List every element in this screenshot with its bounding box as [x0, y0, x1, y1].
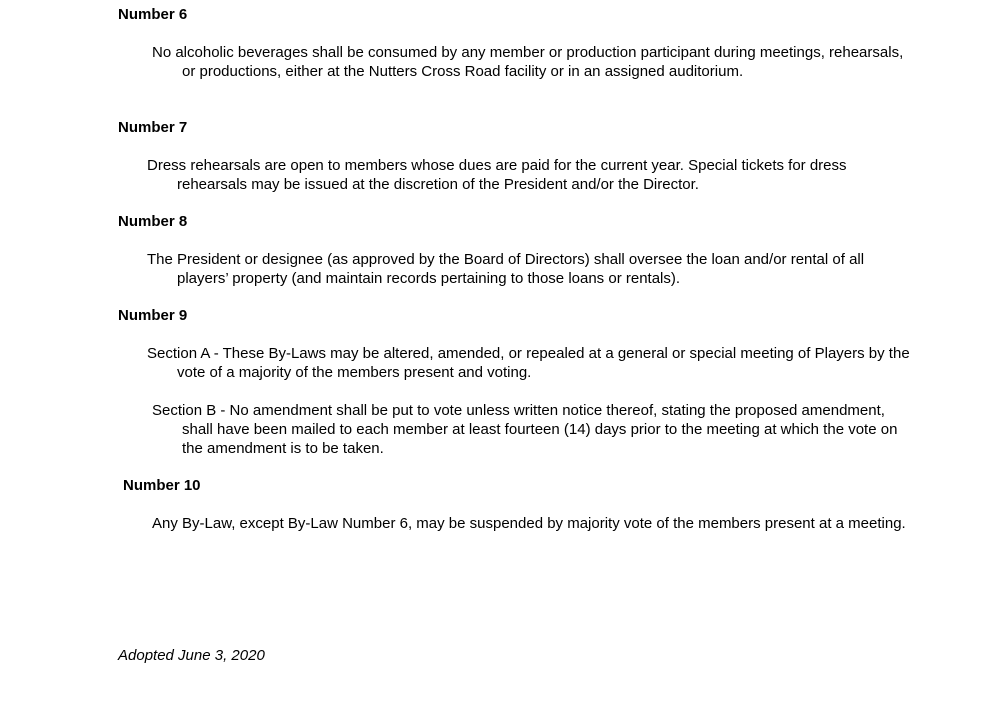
- bylaw-10-heading: Number 10: [123, 477, 201, 494]
- bylaw-7-heading: Number 7: [118, 119, 188, 136]
- adopted-date: Adopted June 3, 2020: [118, 647, 265, 664]
- bylaw-7-text: Dress rehearsals are open to members whose dues are paid for the current year. Special tickets for dress rehearsals may be issued at the discretion of the President and/or the Director.: [147, 157, 847, 193]
- bylaw-10-text: Any By-Law, except By-Law Number 6, may be suspended by majority vote of the members present at a meeting.: [152, 515, 906, 532]
- bylaw-8-heading: Number 8: [118, 213, 188, 230]
- bylaw-6-heading: Number 6: [118, 6, 188, 23]
- bylaw-9-section-b: Section B - No amendment shall be put to vote unless written notice thereof, stating the proposed amendment, shall have been mailed to each member at least fourteen (14) days prior to the meeting at which the vote on the amendment is to be taken.: [152, 402, 898, 457]
- bylaw-8-text: The President or designee (as approved by the Board of Directors) shall oversee the loan and/or rental of all players’ property (and maintain records pertaining to those loans or rentals).: [147, 251, 865, 287]
- bylaw-9-section-a: Section A - These By-Laws may be altered, amended, or repealed at a general or special meeting of Players by the vote of a majority of the members present and voting.: [147, 345, 910, 381]
- bylaw-9-heading: Number 9: [118, 307, 188, 324]
- bylaw-6-text: No alcoholic beverages shall be consumed by any member or production participant during meetings, rehearsals, or productions, either at the Nutters Cross Road facility or in an assigned auditorium.: [152, 44, 904, 80]
